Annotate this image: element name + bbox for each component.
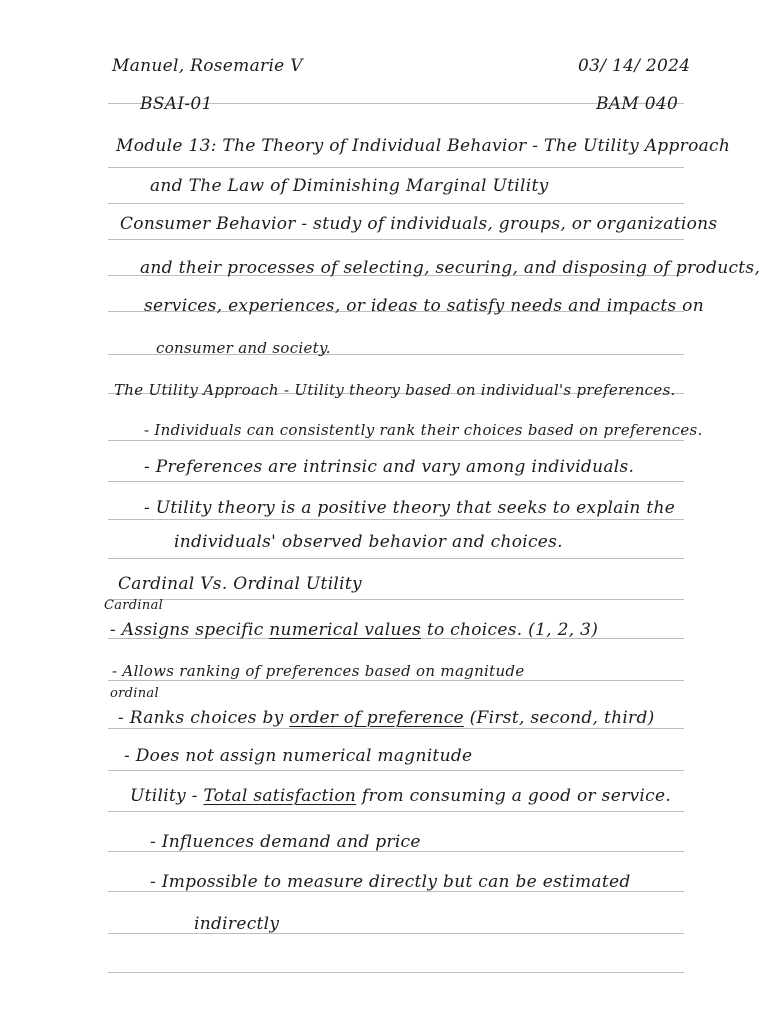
utility-approach-heading: The Utility Approach - Utility theory based on individual's preferences.	[114, 381, 676, 399]
section: BSAI-01	[140, 94, 213, 114]
ordinal-bullet-2: - Does not assign numerical magnitude	[124, 746, 473, 766]
ruled-line	[108, 558, 684, 559]
consumer-behavior-line-1: Consumer Behavior - study of individuals, groups, or organizations	[120, 214, 718, 234]
student-name: Manuel, Rosemarie V	[112, 56, 303, 76]
module-title-line-1: Module 13: The Theory of Individual Behavior - The Utility Approach	[116, 136, 731, 156]
ordinal-label: ordinal	[110, 686, 159, 701]
ordinal-bullet-1-pre: - Ranks choices by	[118, 708, 290, 728]
ruled-line	[108, 481, 684, 482]
course-code: BAM 040	[596, 94, 679, 114]
utility-approach-bullet-3b: individuals' observed behavior and choices.	[174, 532, 563, 552]
utility-definition	[130, 786, 671, 806]
ruled-line	[108, 440, 684, 441]
ruled-line	[108, 770, 684, 771]
utility-bullet-1: - Influences demand and price	[150, 832, 421, 852]
utility-definition-post: from consuming a good or service.	[356, 786, 672, 806]
ordinal-bullet-1-post: (First, second, third)	[463, 708, 655, 728]
utility-bullet-2a: - Impossible to measure directly but can be estimated	[150, 872, 631, 892]
ruled-line	[108, 203, 684, 204]
ruled-line	[108, 519, 684, 520]
utility-definition-pre: Utility -	[130, 786, 204, 806]
utility-approach-bullet-1: - Individuals can consistently rank their choices based on preferences.	[144, 421, 703, 439]
ordinal-bullet-1-underlined: order of preference	[289, 708, 464, 728]
date: 03/ 14/ 2024	[578, 56, 691, 76]
cardinal-bullet-2: - Allows ranking of preferences based on magnitude	[112, 662, 525, 680]
utility-definition-underlined: Total satisfaction	[203, 786, 357, 806]
utility-bullet-2b: indirectly	[194, 914, 280, 934]
cardinal-label: Cardinal	[104, 598, 164, 613]
consumer-behavior-line-4: consumer and society.	[156, 339, 331, 357]
ruled-line	[108, 972, 684, 973]
consumer-behavior-line-2: and their processes of selecting, securing, and disposing of products,	[140, 258, 761, 278]
ruled-line	[108, 599, 684, 600]
ruled-line	[108, 728, 684, 729]
cardinal-bullet-1-post: to choices. (1, 2, 3)	[421, 620, 599, 640]
cardinal-ordinal-heading: Cardinal Vs. Ordinal Utility	[118, 574, 362, 594]
consumer-behavior-line-3: services, experiences, or ideas to satisfy needs and impacts on	[144, 296, 704, 316]
ordinal-bullet-1	[118, 708, 655, 728]
cardinal-bullet-1-underlined: numerical values	[269, 620, 422, 640]
utility-approach-bullet-2: - Preferences are intrinsic and vary among individuals.	[144, 457, 635, 477]
utility-approach-bullet-3a: - Utility theory is a positive theory that seeks to explain the	[144, 498, 676, 518]
ruled-line	[108, 811, 684, 812]
ruled-line	[108, 680, 684, 681]
cardinal-bullet-1-pre: - Assigns specific	[110, 620, 270, 640]
ruled-line	[108, 239, 684, 240]
module-title-line-2: and The Law of Diminishing Marginal Utility	[150, 176, 549, 196]
ruled-line	[108, 167, 684, 168]
cardinal-bullet-1	[110, 620, 598, 640]
